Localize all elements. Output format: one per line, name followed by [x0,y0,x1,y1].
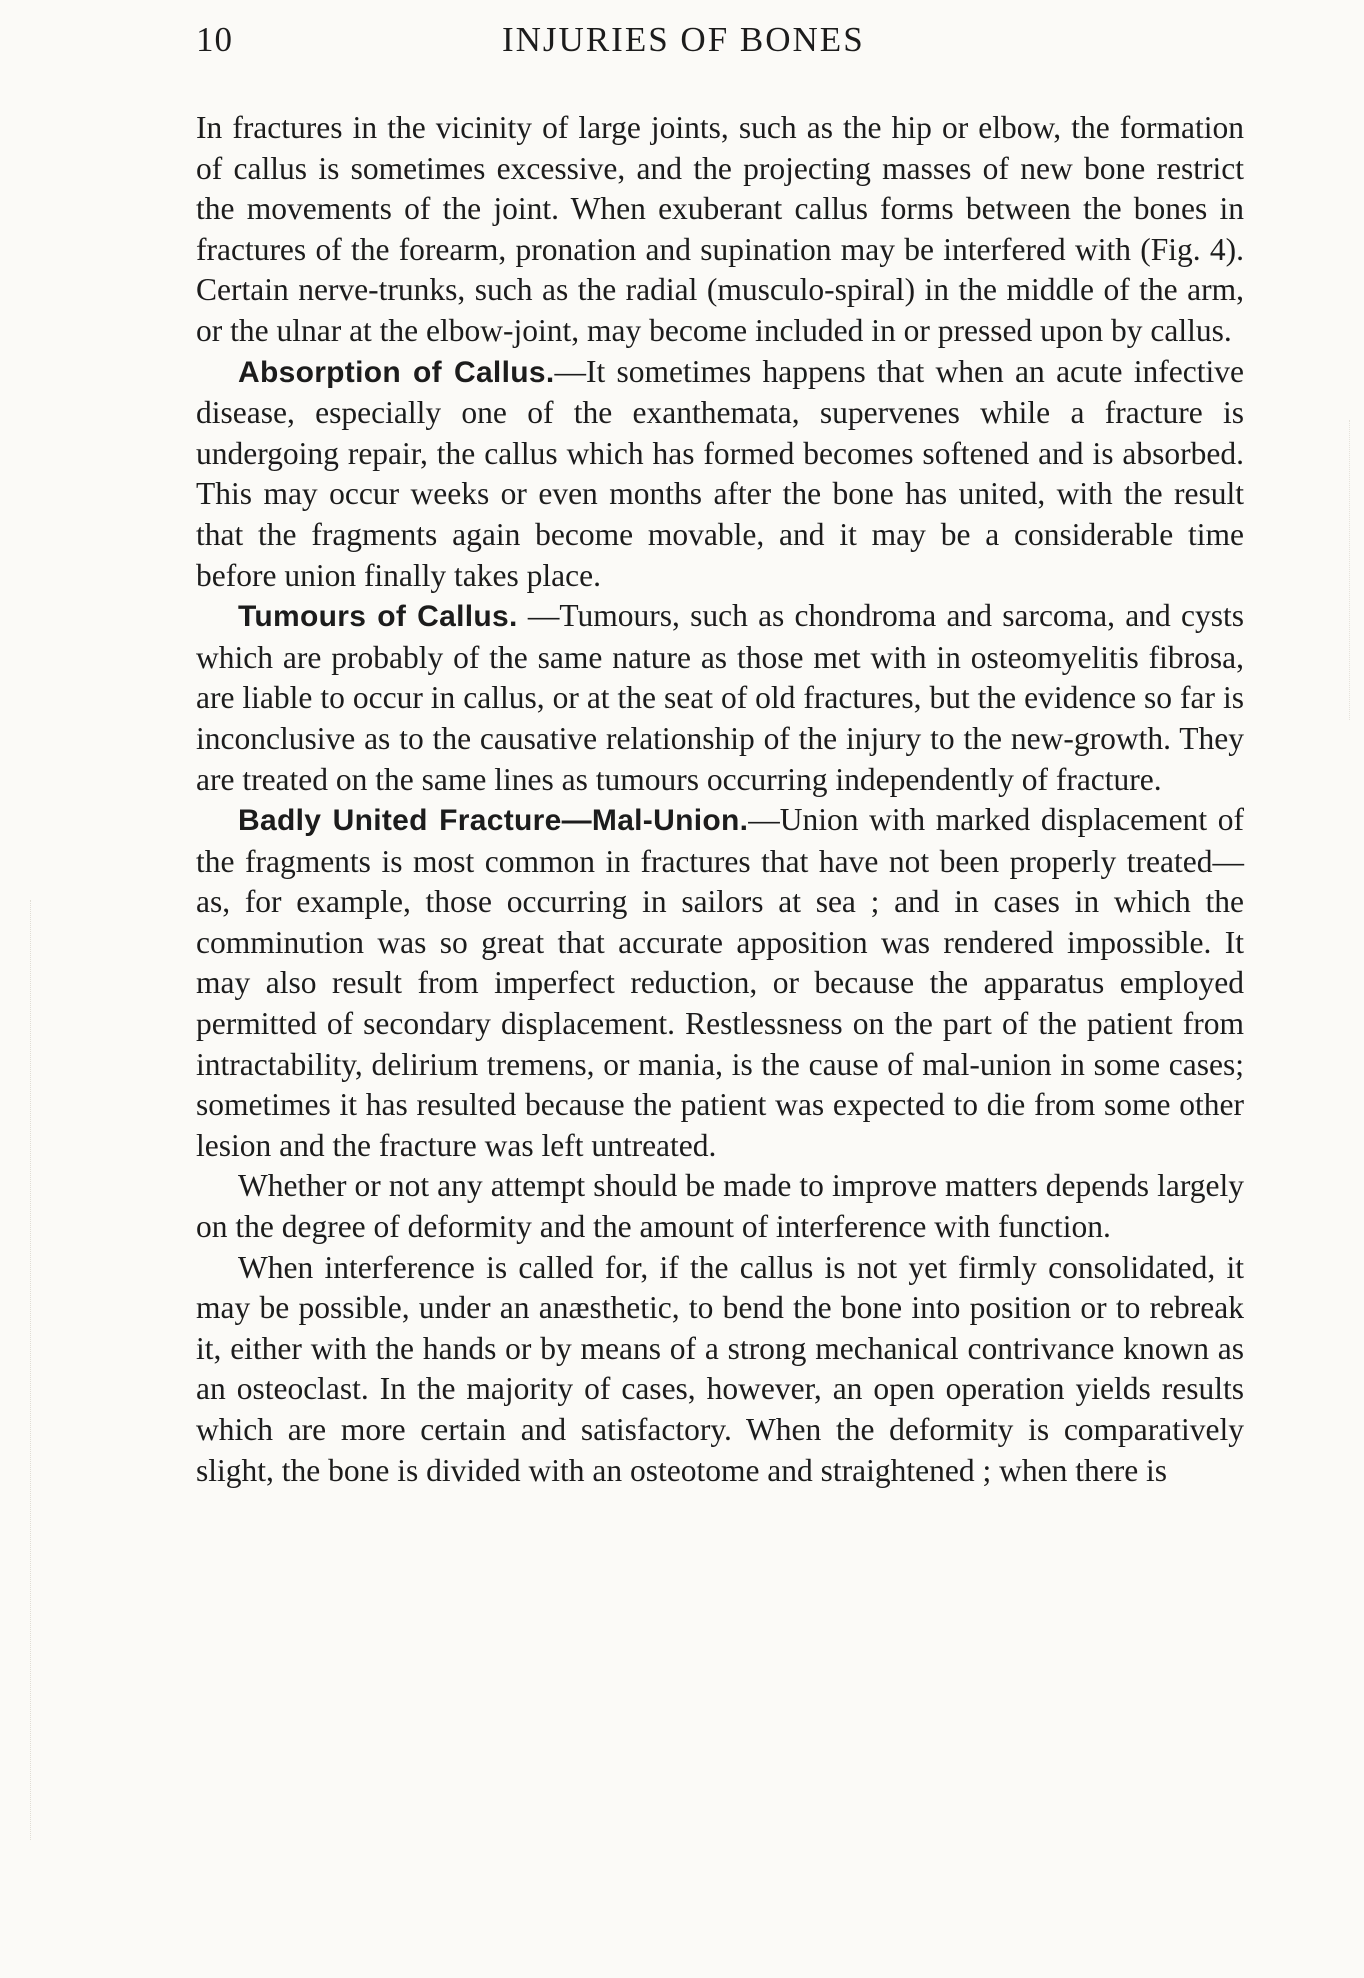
paragraph-text: —It sometimes happens that when an acute infective disease, especially one of the exanthemata, supervenes while a fracture is undergoing repair, the callus which has formed becomes softened and is absorbed. This may occur weeks or even months after the bone has united, with the result that the fragments again become movable, and it may be a considerable time before union finally takes place. [196,353,1244,593]
margin-scan-specks [30,900,34,1840]
margin-scan-specks-right [1349,420,1352,720]
paragraph-interference [196,1248,1244,1492]
paragraph-callus-excessive [196,108,1244,352]
paragraph-text: —Tumours, such as chondroma and sarcoma, and cysts which are probably of the same nature as those met with in osteomyelitis fibrosa, are liable to occur in callus, or at the seat of old fractures, but the evidence so far is inconclusive as to the causative relationship of the injury to the new-growth. They are treated on the same lines as tumours occurring independently of fracture. [196,598,1244,797]
paragraph-text: Whether or not any attempt should be made to improve matters depends largely on the degree of deformity and the amount of interference with function. [196,1168,1244,1245]
paragraph-text: In fractures in the vicinity of large joints, such as the hip or elbow, the formation of callus is sometimes excessive, and the projecting masses of new bone restrict the movements of the joint. When exuberant callus forms between the bones in fractures of the forearm, pronation and supination may be interfered with (Fig. 4). Certain nerve-trunks, such as the radial (musculo-spiral) in the middle of the arm, or the ulnar at the elbow-joint, may become included in or pressed upon by callus. [196,110,1244,348]
section-heading: Absorption of Callus. [238,355,555,389]
running-head-title: INJURIES OF BONES [502,20,865,59]
paragraph-mal-union [196,800,1244,1166]
paragraph-absorption-of-callus [196,352,1244,597]
running-head [196,20,1246,70]
page-number: 10 [196,20,233,59]
paragraph-text: When interference is called for, if the callus is not yet firmly consolidated, it may be possible, under an anæsthetic, to bend the bone into position or to rebreak it, either with the hands or by means of a strong mechanical contrivance known as an osteoclast. In the majority of cases, however, an open operation yields results which are more certain and satisfactory. When the deformity is comparatively slight, the bone is divided with an osteotome and straightened ; when there is [196,1249,1244,1488]
paragraph-improvement [196,1166,1244,1247]
paragraph-text: —Union with marked displacement of the fragments is most common in fractures that have not been properly treated—as, for example, those occurring in sailors at sea ; and in cases in which the comminution was so great that accurate apposition was rendered impossible. It may also result from imperfect reduction, or because the apparatus employed permitted of secondary displacement. Restlessness on the part of the patient from intractability, delirium tremens, or mania, is the cause of mal-union in some cases; sometimes it has resulted because the patient was expected to die from some other lesion and the fracture was left untreated. [196,802,1244,1163]
section-heading: Tumours of Callus. [238,600,518,634]
paragraph-tumours-of-callus [196,596,1244,800]
section-heading: Badly United Fracture—Mal-Union. [238,804,749,838]
body-text [196,108,1244,1491]
